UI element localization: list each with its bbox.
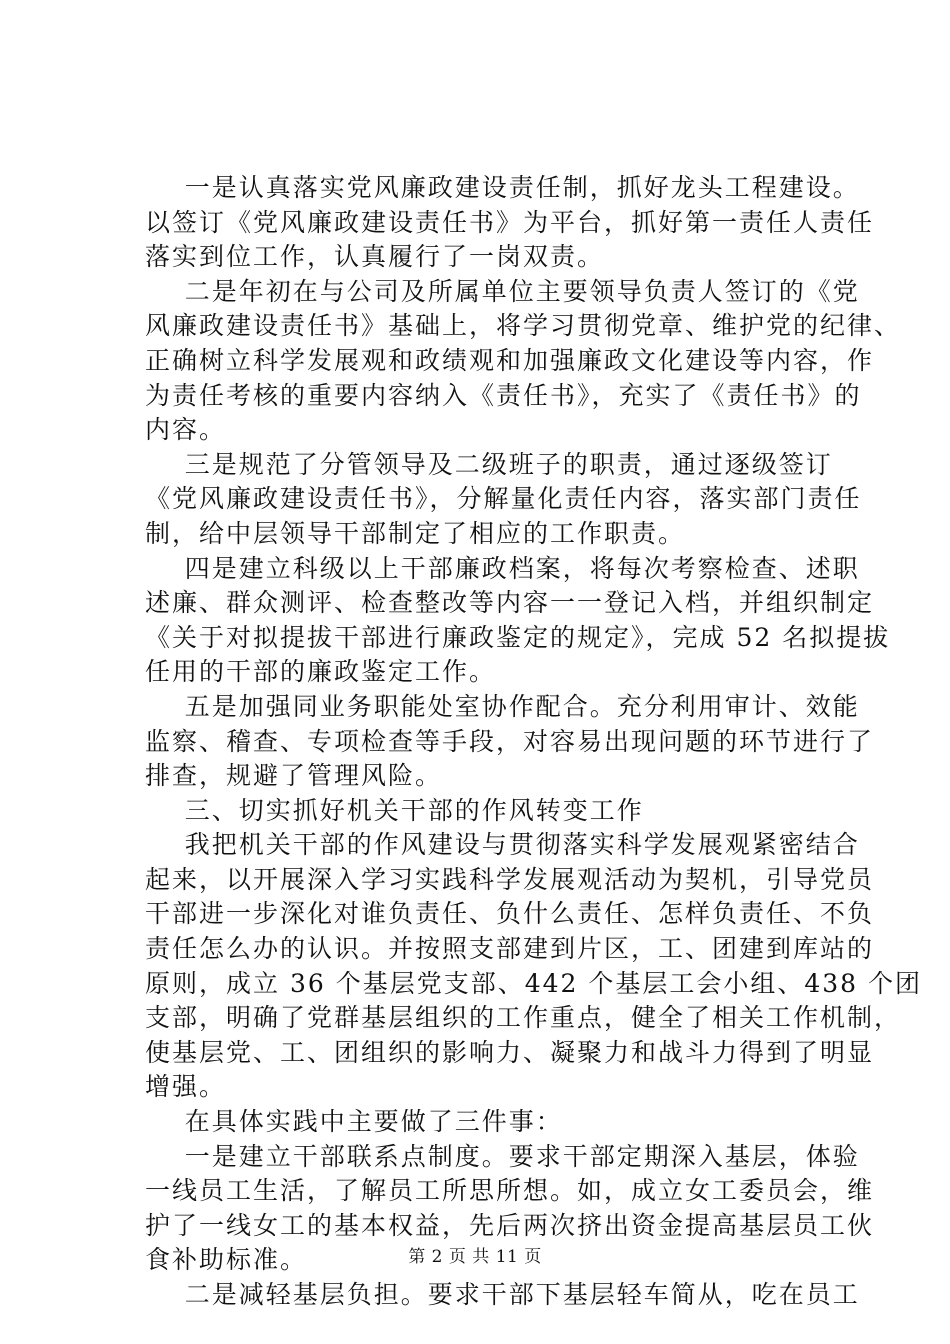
- text-line: 干部进一步深化对谁负责任、负什么责任、怎样负责任、不负: [145, 899, 875, 929]
- text-line: 在具体实践中主要做了三件事：: [145, 1107, 563, 1137]
- text-line: 一是建立干部联系点制度。要求干部定期深入基层，体验: [145, 1141, 860, 1171]
- text-line: 正确树立科学发展观和政绩观和加强廉政文化建设等内容，作: [145, 345, 875, 375]
- text-line: 三是规范了分管领导及二级班子的职责，通过逐级签订: [145, 449, 833, 479]
- text-line: 原则，成立 36 个基层党支部、442 个基层工会小组、438 个团: [145, 968, 923, 998]
- text-line: 一线员工生活，了解员工所思所想。如，成立女工委员会，维: [145, 1176, 875, 1206]
- text-line: 任用的干部的廉政鉴定工作。: [145, 657, 497, 687]
- text-line: 二是年初在与公司及所属单位主要领导负责人签订的《党: [145, 276, 860, 306]
- document-body: [145, 171, 923, 1313]
- text-line: 《关于对拟提拔干部进行廉政鉴定的规定》，完成 52 名拟提拔: [145, 622, 891, 652]
- text-line: 落实到位工作，认真履行了一岗双责。: [145, 242, 605, 272]
- text-line: 责任怎么办的认识。并按照支部建到片区，工、团建到库站的: [145, 934, 875, 964]
- text-line: 监察、稽查、专项检查等手段，对容易出现问题的环节进行了: [145, 726, 875, 756]
- page-footer: 第 2 页 共 11 页: [408, 1247, 542, 1267]
- text-line: 护了一线女工的基本权益，先后两次挤出资金提高基层员工伙: [145, 1210, 875, 1240]
- text-line: 五是加强同业务职能处室协作配合。充分利用审计、效能: [145, 691, 860, 721]
- text-line: 支部，明确了党群基层组织的工作重点，健全了相关工作机制，: [145, 1003, 902, 1033]
- text-line: 使基层党、工、团组织的影响力、凝聚力和战斗力得到了明显: [145, 1037, 875, 1067]
- text-line: 排查，规避了管理风险。: [145, 761, 443, 791]
- text-line: 二是减轻基层负担。要求干部下基层轻车简从，吃在员工: [145, 1280, 860, 1309]
- text-line: 四是建立科级以上干部廉政档案，将每次考察检查、述职: [145, 553, 860, 583]
- text-line: 一是认真落实党风廉政建设责任制，抓好龙头工程建设。: [145, 173, 860, 202]
- text-line: 我把机关干部的作风建设与贯彻落实科学发展观紧密结合: [145, 830, 860, 860]
- text-line: 食补助标准。: [145, 1245, 308, 1275]
- text-line: 制，给中层领导干部制定了相应的工作职责。: [145, 518, 686, 548]
- text-line: 风廉政建设责任书》基础上，将学习贯彻党章、维护党的纪律、: [145, 311, 902, 341]
- text-line: 为责任考核的重要内容纳入《责任书》，充实了《责任书》的: [145, 380, 862, 410]
- text-line: 《党风廉政建设责任书》，分解量化责任内容，落实部门责任: [145, 484, 862, 514]
- text-line: 以签订《党风廉政建设责任书》为平台，抓好第一责任人责任: [145, 207, 875, 237]
- text-line: 述廉、群众测评、检查整改等内容一一登记入档，并组织制定: [145, 588, 875, 618]
- text-line: 增强。: [145, 1072, 227, 1102]
- text-line: 三、切实抓好机关干部的作风转变工作: [145, 795, 644, 825]
- text-line: 起来，以开展深入学习实践科学发展观活动为契机，引导党员: [145, 864, 875, 894]
- text-line: 内容。: [145, 415, 227, 445]
